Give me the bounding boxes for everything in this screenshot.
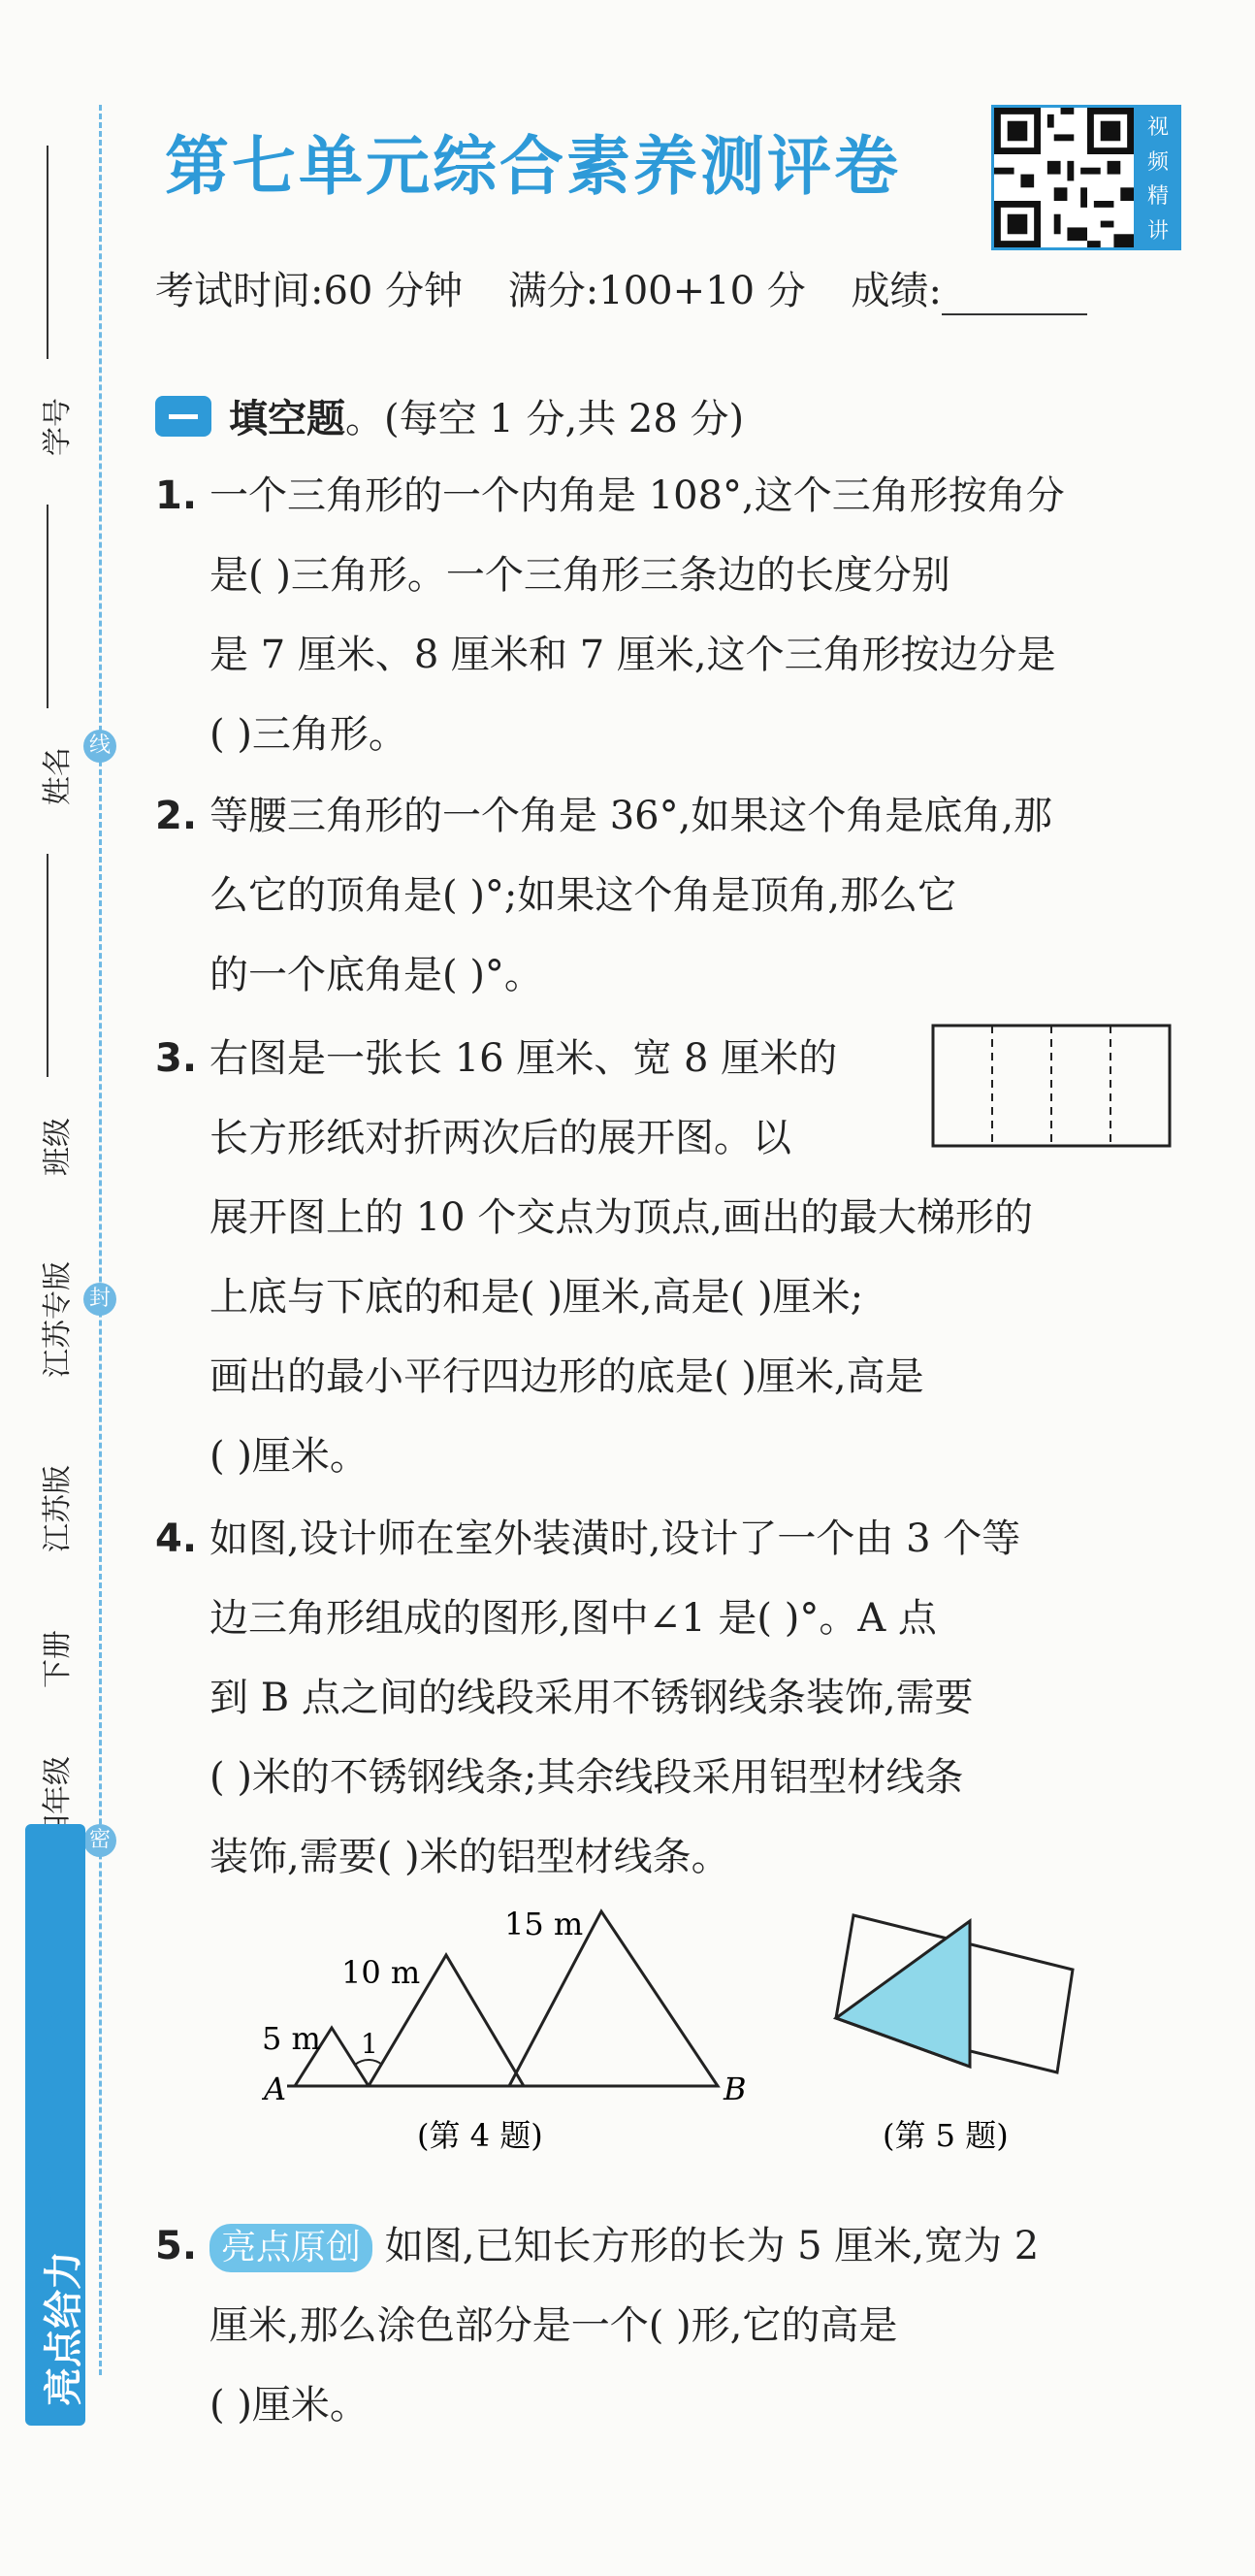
figure-5-caption: (第 5 题)	[883, 2117, 1009, 2154]
question-line: ( )厘米。	[209, 2383, 369, 2428]
question-line: 画出的最小平行四边形的底是( )厘米,高是	[209, 1354, 924, 1399]
volume-label: 下册	[41, 1630, 75, 1688]
cut-line-mark: 线	[83, 730, 116, 763]
original-tag: 亮点原创	[209, 2224, 372, 2272]
question-number: 3.	[155, 1036, 198, 1081]
video-label-char: 视	[1146, 115, 1169, 141]
question-line-1	[209, 2206, 1175, 2286]
question-line: 是 7 厘米、8 厘米和 7 厘米,这个三角形按边分是	[209, 633, 1056, 677]
series-label: 提优课时作业本	[37, 2008, 71, 2212]
question-line: ( )厘米。	[209, 1434, 369, 1479]
side-10m-label: 10 m	[341, 1954, 421, 1991]
question-line: 如图,已知长方形的长为 5 厘米,宽为 2	[384, 2224, 1040, 2268]
grade-label: 成绩:	[851, 269, 942, 313]
question-number: 5.	[155, 2224, 198, 2268]
question-line: 长方形纸对折两次后的展开图。以	[209, 1116, 791, 1160]
edition2-label: 江苏版	[41, 1465, 75, 1552]
figure-4-caption: (第 4 题)	[417, 2117, 543, 2154]
exam-meta	[155, 260, 1120, 315]
question-line: 的一个底角是( )°。	[209, 953, 543, 997]
question-line: 厘米,那么涂色部分是一个( )形,它的高是	[209, 2303, 898, 2348]
video-label-char: 精	[1146, 184, 1169, 210]
q5-rectangle-figure	[824, 1902, 1096, 2164]
section-number-badge	[155, 396, 211, 437]
secret-mark: 密	[83, 1824, 116, 1857]
section-heading	[155, 388, 744, 443]
point-b-label: B	[724, 2071, 747, 2107]
question-line: 装饰,需要( )米的铝型材线条。	[209, 1835, 730, 1879]
video-explain-label[interactable]	[1135, 105, 1181, 250]
video-label-char: 讲	[1146, 218, 1169, 244]
side-5m-label: 5 m	[262, 2020, 321, 2057]
question-line: 是( )三角形。一个三角形三条边的长度分别	[209, 553, 950, 598]
shaded-triangle	[836, 1921, 970, 2067]
question-number: 2.	[155, 794, 198, 838]
seal-mark: 封	[83, 1283, 116, 1316]
question-line: 如图,设计师在室外装潢时,设计了一个由 3 个等	[209, 1516, 1021, 1561]
question-2	[155, 776, 1175, 1015]
question-1	[155, 456, 1175, 774]
qr-code[interactable]	[991, 105, 1137, 250]
edition-label: 江苏专版	[41, 1261, 75, 1378]
exam-time: 考试时间:60 分钟	[155, 269, 464, 313]
side-15m-label: 15 m	[504, 1906, 584, 1942]
question-4	[155, 1499, 1175, 1897]
angle-1-label: 1	[361, 2028, 378, 2060]
question-number: 4.	[155, 1516, 198, 1561]
qr-code-icon	[994, 108, 1134, 247]
full-score: 满分:100+10 分	[507, 269, 806, 313]
angle-1-arc	[355, 2060, 382, 2065]
class-label: 班级	[41, 1118, 75, 1176]
question-line: 上底与下底的和是( )厘米,高是( )厘米;	[209, 1275, 864, 1320]
point-a-label: A	[264, 2071, 287, 2107]
page-title: 第七单元综合素养测评卷	[165, 129, 901, 204]
folded-paper-figure	[931, 1024, 1174, 1150]
student-id-line	[47, 146, 48, 359]
class-line	[47, 854, 48, 1077]
brand-logo-text: 亮点给力	[42, 2251, 86, 2406]
question-line: 右图是一张长 16 厘米、宽 8 厘米的	[209, 1036, 838, 1081]
name-line	[47, 505, 48, 708]
section-title: 填空题	[229, 397, 345, 441]
question-line: ( )米的不锈钢线条;其余线段采用铝型材线条	[209, 1755, 964, 1800]
q4-triangles-figure	[262, 1892, 766, 2164]
question-line: 么它的顶角是( )°;如果这个角是顶角,那么它	[209, 873, 957, 918]
question-number: 1.	[155, 473, 198, 518]
grade-blank[interactable]	[942, 278, 1087, 315]
binding-dashed-line	[99, 105, 102, 2375]
question-line: 等腰三角形的一个角是 36°,如果这个角是底角,那	[209, 794, 1053, 838]
question-line: 到 B 点之间的线段采用不锈钢线条装饰,需要	[209, 1676, 974, 1720]
section-note: 。(每空 1 分,共 28 分)	[345, 397, 745, 441]
video-label-char: 频	[1146, 149, 1169, 175]
name-label: 姓名	[41, 747, 75, 805]
question-line: 一个三角形的一个内角是 108°,这个三角形按角分	[209, 473, 1065, 518]
student-id-label: 学号	[41, 398, 75, 456]
question-line: 展开图上的 10 个交点为顶点,画出的最大梯形的	[209, 1195, 1034, 1240]
question-line: 边三角形组成的图形,图中∠1 是( )°。A 点	[209, 1596, 937, 1641]
question-line: ( )三角形。	[209, 712, 407, 757]
question-5	[155, 2206, 1175, 2445]
